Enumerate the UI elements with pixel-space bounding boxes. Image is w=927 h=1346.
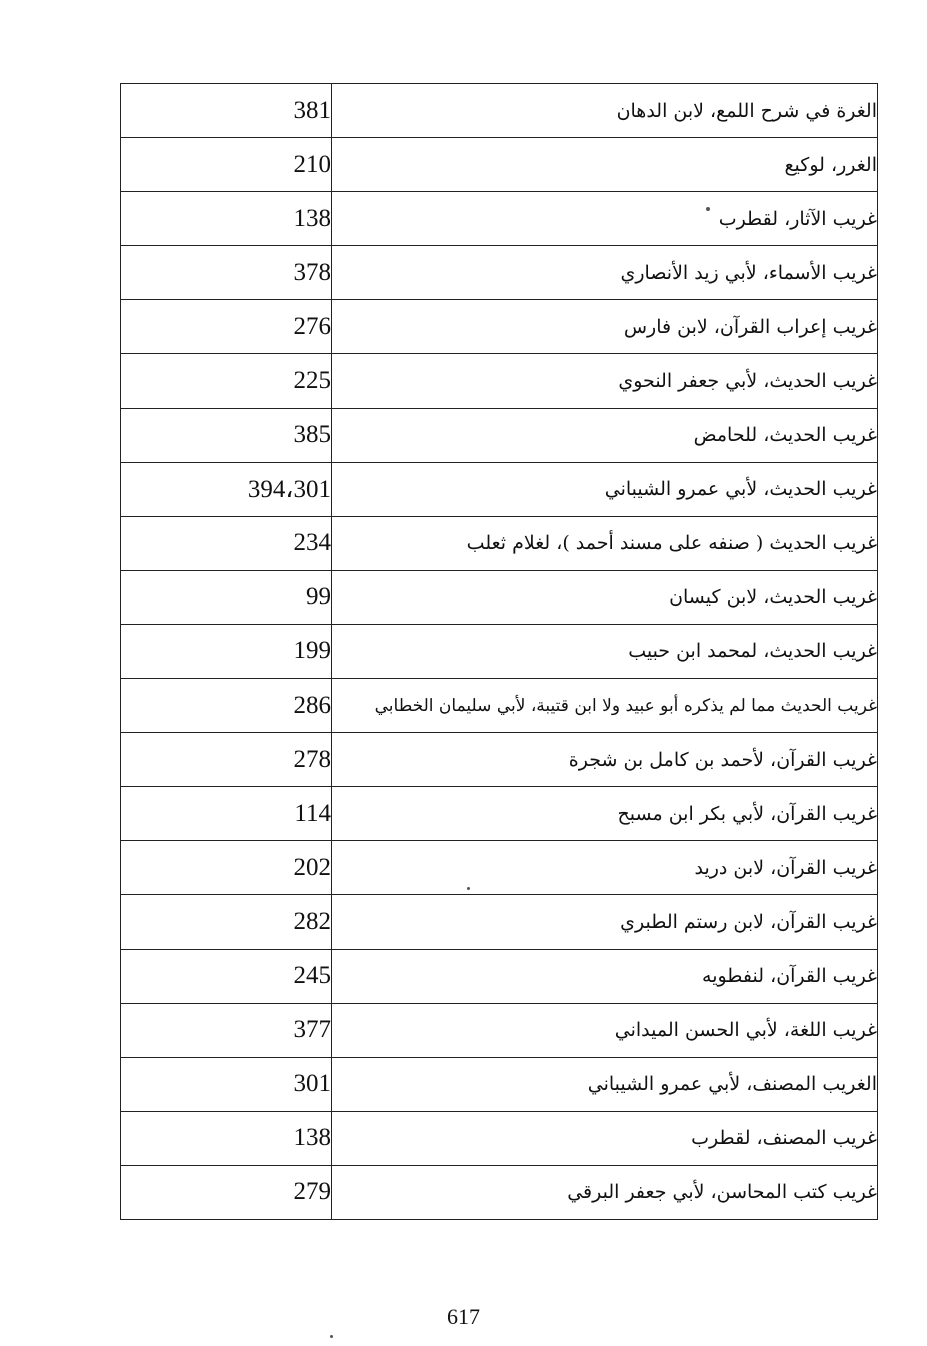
- page-ref-cell: 282: [121, 895, 332, 949]
- table-row: [121, 516, 878, 570]
- page-ref-cell: 286: [121, 679, 332, 733]
- table-row: [121, 624, 878, 678]
- page-ref-cell: 138: [121, 1111, 332, 1165]
- table-row: [121, 895, 878, 949]
- index-rows: [121, 84, 878, 1220]
- table-row: [121, 1057, 878, 1111]
- book-title-cell: غريب الحديث، لابن كيسان: [332, 570, 878, 624]
- table-row: [121, 679, 878, 733]
- book-title-cell: الغريب المصنف، لأبي عمرو الشيباني: [332, 1057, 878, 1111]
- page-ref-cell: 210: [121, 138, 332, 192]
- page-ref-cell: 381: [121, 84, 332, 138]
- book-title-cell: غريب المصنف، لقطرب: [332, 1111, 878, 1165]
- page-ref-cell: 279: [121, 1165, 332, 1219]
- page-ref-cell: 202: [121, 841, 332, 895]
- book-title-cell: غريب الحديث، لمحمد ابن حبيب: [332, 624, 878, 678]
- book-title-cell: غريب اللغة، لأبي الحسن الميداني: [332, 1003, 878, 1057]
- table-row: [121, 354, 878, 408]
- page-ref-cell: 394،301: [121, 462, 332, 516]
- book-title-cell: غريب الحديث مما لم يذكره أبو عبيد ولا ابن قتيبة، لأبي سليمان الخطابي: [332, 679, 878, 733]
- table-row: [121, 246, 878, 300]
- book-title-cell: غريب الآثار، لقطرب: [332, 192, 878, 246]
- page-ref-cell: 245: [121, 949, 332, 1003]
- ink-speck: [706, 207, 710, 211]
- book-title-cell: غريب الحديث، لأبي جعفر النحوي: [332, 354, 878, 408]
- book-title-cell: غريب القرآن، لأبي بكر ابن مسبح: [332, 787, 878, 841]
- book-title-cell: الغرة في شرح اللمع، لابن الدهان: [332, 84, 878, 138]
- table-row: [121, 1111, 878, 1165]
- book-title-cell: غريب كتب المحاسن، لأبي جعفر البرقي: [332, 1165, 878, 1219]
- table-row: [121, 138, 878, 192]
- table-row: [121, 192, 878, 246]
- book-title-cell: غريب الحديث، للحامض: [332, 408, 878, 462]
- page-ref-cell: 385: [121, 408, 332, 462]
- table-row: [121, 1003, 878, 1057]
- page-ref-cell: 99: [121, 570, 332, 624]
- table-row: [121, 462, 878, 516]
- book-title-cell: غريب الحديث ( صنفه على مسند أحمد )، لغلام ثعلب: [332, 516, 878, 570]
- book-title-cell: غريب الحديث، لأبي عمرو الشيباني: [332, 462, 878, 516]
- table-row: [121, 408, 878, 462]
- page-number: 617: [447, 1304, 480, 1329]
- page-ref-cell: 276: [121, 300, 332, 354]
- table-row: [121, 570, 878, 624]
- table-row: [121, 84, 878, 138]
- table-row: [121, 1165, 878, 1219]
- book-title-cell: غريب الأسماء، لأبي زيد الأنصاري: [332, 246, 878, 300]
- book-title-cell: غريب القرآن، لأحمد بن كامل بن شجرة: [332, 733, 878, 787]
- table-row: [121, 733, 878, 787]
- table-row: [121, 300, 878, 354]
- table-row: [121, 787, 878, 841]
- page-ref-cell: 378: [121, 246, 332, 300]
- page-ref-cell: 301: [121, 1057, 332, 1111]
- page-ref-cell: 234: [121, 516, 332, 570]
- index-table: [120, 83, 878, 1220]
- ink-speck: [330, 1335, 333, 1338]
- ink-speck: [467, 887, 470, 890]
- page-ref-cell: 114: [121, 787, 332, 841]
- table-row: [121, 949, 878, 1003]
- page-ref-cell: 225: [121, 354, 332, 408]
- book-title-cell: غريب القرآن، لنفطويه: [332, 949, 878, 1003]
- book-title-cell: الغرر، لوكيع: [332, 138, 878, 192]
- book-title-cell: غريب القرآن، لابن دريد: [332, 841, 878, 895]
- page-ref-cell: 199: [121, 624, 332, 678]
- book-title-cell: غريب إعراب القرآن، لابن فارس: [332, 300, 878, 354]
- table-row: [121, 841, 878, 895]
- page-ref-cell: 138: [121, 192, 332, 246]
- page-ref-cell: 377: [121, 1003, 332, 1057]
- page-ref-cell: 278: [121, 733, 332, 787]
- book-title-cell: غريب القرآن، لابن رستم الطبري: [332, 895, 878, 949]
